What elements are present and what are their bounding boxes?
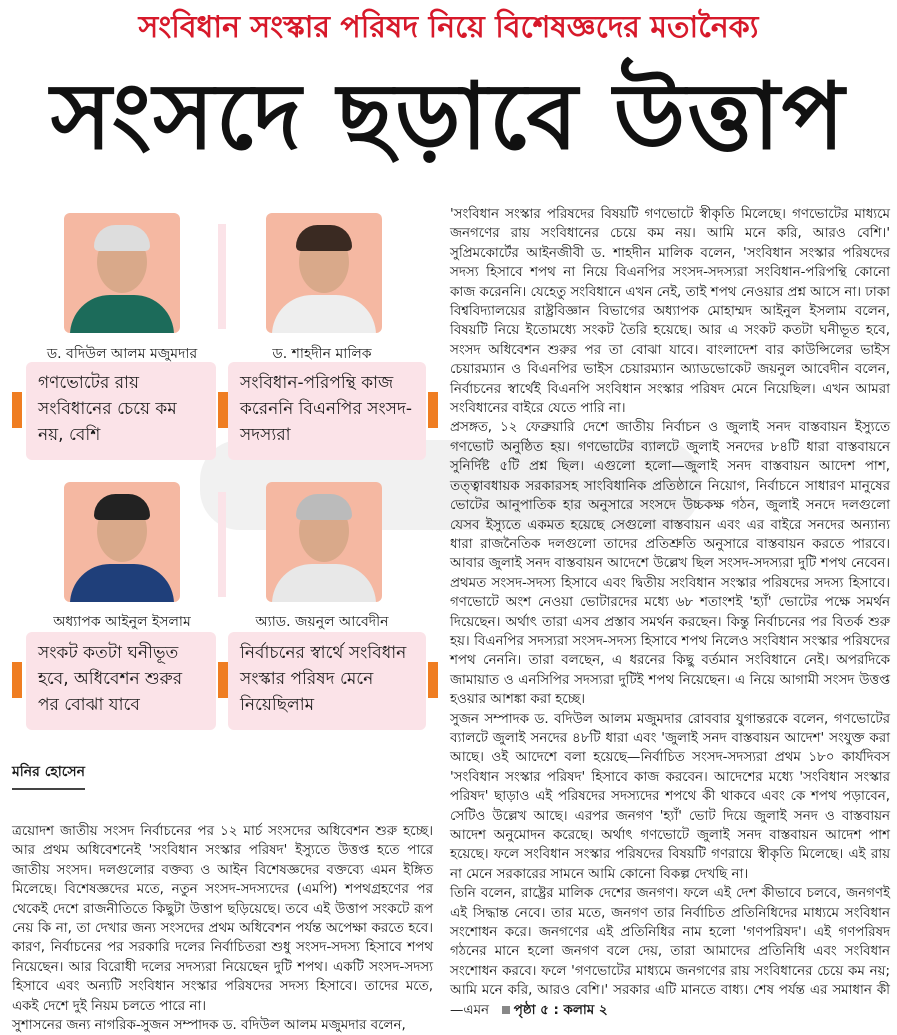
accent-bar	[218, 662, 228, 698]
photo-shahdeen-malik	[266, 213, 382, 333]
accent-bar	[218, 392, 228, 428]
kicker-headline: সংবিধান সংস্কার পরিষদ নিয়ে বিশেষজ্ঞদের মতানৈক্য	[138, 10, 759, 45]
expert-name: অ্যাড. জয়নুল আবেদীন	[255, 614, 389, 630]
divider	[218, 492, 226, 597]
paragraph: সুজন সম্পাদক ড. বদিউল আলম মজুমদার রোববার যুগান্তরকে বলেন, গণভোটের ব্যালটে জুলাই সনদের ৪৮টি ধারা এবং 'জুলাই সনদ বাস্তবায়ন আদেশ' সংযুক্ত করা আছে। ওই আদেশে বলা হয়েছে—নির্বাচিত সংসদ-সদস্যরা প্রথম ১৮০ কার্যদিবস 'সংবিধান সংস্কার পরিষদ' হিসাবে কাজ করবেন। আদেশের মধ্যে 'সংবিধান সংস্কার পরিষদ' ছাড়াও এই পরিষদের সদস্যদের শপথে কী থাকবে এবং কে শপথ পড়াবেন, সেটিও উল্লেখ আছে। এরপর জনগণ 'হ্যাঁ' ভোট দিয়ে জুলাই সনদ ও বাস্তবায়ন আদেশ অনুমোদন করেছে। অর্থাৎ গণভোটে জুলাই সনদ বাস্তবায়ন আদেশ পাশ হয়েছে। ফলে সংবিধান সংস্কার পরিষদের বিষয়টি গণরায়ে স্বীকৃতি মিলেছে। এই রায় না মেনে সরকারের সামনে আমি কোনো বিকল্প দেখছি না।	[450, 711, 890, 882]
byline: মনির হোসেন	[12, 760, 85, 790]
article-column-right	[450, 205, 890, 1020]
continuation-text: পৃষ্ঠা ৫ : কলাম ২	[513, 1002, 608, 1018]
pull-quote: সংকট কতটা ঘনীভূত হবে, অধিবেশন শুরুর পর বোঝা যাবে	[26, 632, 216, 730]
pull-quote: গণভোটের রায় সংবিধানের চেয়ে কম নয়, বেশি	[26, 362, 216, 460]
accent-bar	[12, 662, 22, 698]
accent-bar	[12, 392, 22, 428]
expert-name: ড. শাহদীন মালিক	[272, 346, 372, 362]
pull-quote: নির্বাচনের স্বার্থে সংবিধান সংস্কার পরিষদ মেনে নিয়েছিলাম	[228, 632, 426, 730]
photo-badiul-alam-majumdar	[64, 213, 180, 333]
main-headline: সংসদে ছড়াবে উত্তাপ	[50, 63, 847, 170]
paragraph: সুশাসনের জন্য নাগরিক-সুজন সম্পাদক ড. বদিউল আলম মজুমদার বলেন,	[12, 1018, 406, 1034]
divider	[218, 224, 226, 329]
paragraph: 'সংবিধান সংস্কার পরিষদের বিষয়টি গণভোটে স্বীকৃতি মিলেছে। গণভোটের মাধ্যমে জনগণের রায় সংবিধানের চেয়ে কম নয়। আমি মনে করি, আরও বেশি।' সুপ্রিমকোর্টের আইনজীবী ড. শাহদীন মালিক বলেন, 'সংবিধান সংস্কার পরিষদের সদস্য হিসাবে শপথ না নিয়ে বিএনপির সংসদ-সদস্যরা সংবিধান-পরিপন্থি কোনো কাজ করেননি। যেহেতু সংবিধানে এখন নেই, তাই শপথ নেওয়ার প্রশ্ন আসে না। ঢাকা বিশ্ববিদ্যালয়ের রাষ্ট্রবিজ্ঞান বিভাগের অধ্যাপক মোহাম্মদ আইনুল ইসলাম বলেন, বিষয়টি নিয়ে ইতোমধ্যে সংকট তৈরি হয়েছে। আর এ সংকট কতটা ঘনীভূত হবে, সংসদ অধিবেশন শুরুর পর তা বোঝা যাবে। বাংলাদেশ বার কাউন্সিলের ভাইস চেয়ারম্যান ও বিএনপির ভাইস চেয়ারম্যান অ্যাডভোকেট জয়নুল আবেদীন বলেন, নির্বাচনের স্বার্থেই বিএনপি সংবিধান সংস্কার পরিষদ মেনে নিয়েছিল। এখন আমরা সংবিধানের বাইরে যেতে পারি না।	[450, 207, 890, 417]
paragraph	[450, 884, 890, 1020]
photo-ainul-islam	[64, 482, 180, 602]
expert-name: অধ্যাপক আইনুল ইসলাম	[53, 614, 191, 630]
article-column-left	[12, 822, 433, 1035]
accent-bar	[428, 392, 438, 428]
accent-bar	[428, 662, 438, 698]
paragraph: ত্রয়োদশ জাতীয় সংসদ নির্বাচনের পর ১২ মার্চ সংসদের অধিবেশন শুরু হচ্ছে। আর প্রথম অধিবেশনেই 'সংবিধান সংস্কার পরিষদ' ইস্যুতে উত্তপ্ত হতে পারে জাতীয় সংসদ। দলগুলোর বক্তব্য ও আইন বিশেষজ্ঞদের বক্তব্যে এমন ইঙ্গিত মিলেছে। বিশেষজ্ঞদের মতে, নতুন সংসদ-সদস্যদের (এমপি) শপথগ্রহণের পর থেকেই দেশে রাজনীতিতে কিছুটা উত্তাপ ছড়িয়েছে। তবে এই উত্তাপ সংকটে রূপ নেয় কি না, তা দেখার জন্য সংসদের প্রথম অধিবেশন পর্যন্ত অপেক্ষা করতে হবে। কারণ, নির্বাচনের পর সরকারি দলের নির্বাচিতরা শুধু সংসদ-সদস্য হিসাবে শপথ নিয়েছেন। আর বিরোধী দলের সদস্যরা নিয়েছেন দুটি শপথ। একটি সংসদ-সদস্য হিসাবে এবং অন্যটি সংবিধান সংস্কার পরিষদের সদস্য হিসাবে। তাদের মতে, একই দেশে দুই নিয়ম চলতে পারে না।	[12, 824, 433, 1014]
paragraph: প্রসঙ্গত, ১২ ফেব্রুয়ারি দেশে জাতীয় নির্বাচন ও জুলাই সনদ বাস্তবায়ন ইস্যুতে গণভোট অনুষ্ঠিত হয়। গণভোটের ব্যালটে জুলাই সনদের ৮৪টি ধারা বাস্তবায়নে সুনির্দিষ্ট ৫টি প্রশ্ন ছিল। এগুলো হলো—জুলাই সনদ বাস্তবায়ন আদেশ পাশ, তত্ত্বাবধায়ক সরকারসহ সাংবিধানিক প্রতিষ্ঠানে নিয়োগ, নির্বাচনে সাধারণ মানুষের ভোটের আনুপাতিক হার অনুসারে সংসদে উচ্চকক্ষ গঠন, জুলাই সনদে দলগুলো যেসব ইস্যুতে একমত হয়েছে সেগুলো বাস্তবায়ন এবং এর বাইরে সনদের অন্যান্য ধারা রাজনৈতিক দলগুলো তাদের প্রতিশ্রুতি অনুসারে বাস্তবায়ন করতে পারবে। আবার জুলাই সনদ বাস্তবায়ন আদেশে উল্লেখ ছিল সংসদ-সদস্যরা দুটি শপথ নেবেন। প্রথমত সংসদ-সদস্য হিসাবে এবং দ্বিতীয় সংবিধান সংস্কার পরিষদের সদস্য হিসাবে। গণভোটে অংশ নেওয়া ভোটারদের মধ্যে ৬৮ শতাংশই 'হ্যাঁ' ভোটের পক্ষে সমর্থন দিয়েছেন। অর্থাৎ তারা এসব প্রস্তাব সমর্থন করছেন। কিন্তু নির্বাচনের পর বিতর্ক শুরু হয়। বিএনপির সদস্যরা সংসদ-সদস্য হিসাবে শপথ নিলেও সংবিধান সংস্কার পরিষদের শপথ নেননি। তারা বলছেন, এ ধরনের কিছু বর্তমান সংবিধানে নেই। অপরদিকে জামায়াত ও এনসিপির সদস্যরা দুটিই শপথ নিয়েছেন। এ নিয়ে আগামী সংসদ উত্তপ্ত হওয়ার আশঙ্কা করা হচ্ছে।	[450, 420, 890, 708]
pull-quote: সংবিধান-পরিপন্থি কাজ করেননি বিএনপির সংসদ-সদস্যরা	[228, 362, 426, 460]
photo-joynul-abedin	[266, 482, 382, 602]
continuation-link[interactable]	[502, 1003, 608, 1018]
paragraph-text: তিনি বলেন, রাষ্ট্রের মালিক দেশের জনগণ। ফলে এই দেশ কীভাবে চলবে, জনগণই এই সিদ্ধান্ত নেবে। তার মতে, জনগণ তার নির্বাচিত প্রতিনিধিদের মাধ্যমে সংবিধান সংশোধন করে। জনগণের এই প্রতিনিধির নাম হলো 'গণপরিষদ'। এই গণপরিষদ গঠনের মানে হলো জনগণ বলে দেয়, তারা আমাদের প্রতিনিধি এবং সংবিধান সংশোধন করবে। ফলে 'গণভোটের মাধ্যমে জনগণের রায় সংবিধানের চেয়ে কম নয়; আমি মনে করি, আরও বেশি।' সরকার এটি মানতে বাধ্য। শেষ পর্যন্ত এর সমাধান কী—এমন	[450, 886, 890, 1018]
expert-name: ড. বদিউল আলম মজুমদার	[46, 346, 198, 362]
square-bullet-icon	[502, 1006, 510, 1014]
